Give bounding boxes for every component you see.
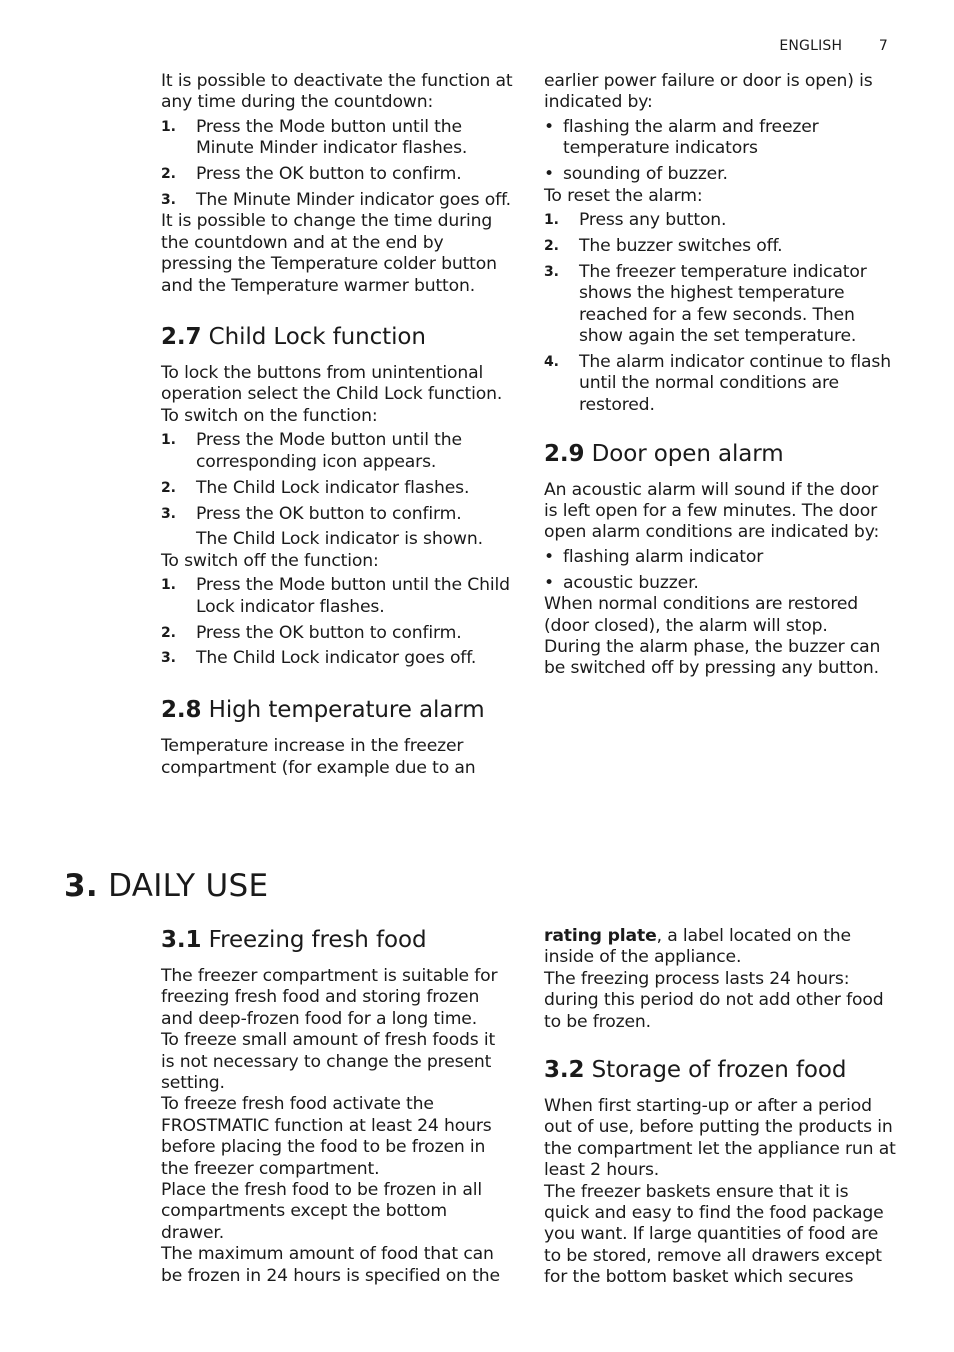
paragraph: The freezing process lasts 24 hours: during this period do not add other food to be frozen. <box>544 968 884 1032</box>
page-number: 7 <box>878 38 888 54</box>
column-right-bottom <box>544 926 896 1289</box>
list-item: 3. The Child Lock indicator goes off. <box>161 648 477 669</box>
list-item: 4. The alarm indicator continue to flash until the normal conditions are restored. <box>544 351 891 415</box>
paragraph: To freeze small amount of fresh foods it is not necessary to change the present setting. <box>161 1030 496 1094</box>
list-item: 1. Press the Mode button until the Child Lock indicator flashes. <box>161 575 510 617</box>
language-label: ENGLISH <box>779 38 843 54</box>
list-item: 1. Press the Mode button until the Minute Minder indicator flashes. <box>161 116 468 159</box>
list-item: 1. Press the Mode button until the corresponding icon appears. <box>161 430 462 472</box>
list-item: 1. Press any button. <box>544 209 727 230</box>
list-item: 3. The Minute Minder indicator goes off. <box>161 190 511 211</box>
paragraph: Place the fresh food to be frozen in all compartments except the bottom drawer. <box>161 1180 482 1243</box>
list-item: 2. The buzzer switches off. <box>544 235 783 256</box>
paragraph: It is possible to change the time during the countdown and at the end by pressing the Temperature colder button and the Temperature warmer button. <box>161 211 497 296</box>
list-item: • flashing the alarm and freezer temperature indicators <box>544 117 896 160</box>
list-item: 2. The Child Lock indicator flashes. <box>161 477 470 498</box>
chapter-heading-daily-use: 3. DAILY USE <box>64 868 269 904</box>
paragraph: The freezer compartment is suitable for freezing fresh food and storing frozen and deep-frozen food for a long time. <box>161 966 498 1029</box>
bullets-high-temp-indicators <box>544 117 896 186</box>
list-item: • flashing alarm indicator <box>544 547 896 568</box>
column-left-top <box>161 71 513 779</box>
list-item: • acoustic buzzer. <box>544 573 896 594</box>
paragraph: rating plate, a label located on the inside of the appliance. <box>544 926 851 968</box>
paragraph: The freezer baskets ensure that it is quick and easy to find the food package you want. If large quantities of food are to be stored, remove all drawers except for the bottom basket which secures <box>544 1181 884 1288</box>
list-item: 3. The freezer temperature indicator shows the highest temperature reached for a few seconds. Then show again the set temperature. <box>544 261 867 346</box>
section-heading-3-1: 3.1 Freezing fresh food <box>161 927 427 953</box>
list-item: • sounding of buzzer. <box>544 164 896 185</box>
paragraph: It is possible to deactivate the function at any time during the countdown: <box>161 71 513 113</box>
paragraph: To reset the alarm: <box>544 185 703 206</box>
section-heading-2-8: 2.8 High temperature alarm <box>161 697 485 724</box>
paragraph: When normal conditions are restored (door closed), the alarm will stop. <box>544 594 859 636</box>
steps-reset-alarm <box>544 210 896 416</box>
section-heading-3-2: 3.2 Storage of frozen food <box>544 1057 847 1084</box>
bullets-door-open-indicators <box>544 547 896 594</box>
paragraph: To switch off the function: <box>161 550 379 571</box>
section-heading-2-7: 2.7 Child Lock function <box>161 324 426 351</box>
list-item: 2. Press the OK button to confirm. <box>161 164 462 185</box>
rating-plate-term: rating plate <box>544 926 657 946</box>
section-heading-2-9: 2.9 Door open alarm <box>544 440 784 467</box>
paragraph: During the alarm phase, the buzzer can be switched off by pressing any button. <box>544 636 881 679</box>
paragraph: Temperature increase in the freezer compartment (for example due to an <box>161 736 476 778</box>
list-item: 3. Press the OK button to confirm. <box>161 503 462 524</box>
paragraph: earlier power failure or door is open) is indicated by: <box>544 71 873 113</box>
column-right-top <box>544 71 896 680</box>
paragraph: The Child Lock indicator is shown. <box>196 529 483 550</box>
paragraph: An acoustic alarm will sound if the door is left open for a few minutes. The door open alarm conditions are indicated by: <box>544 479 880 543</box>
paragraph: When first starting-up or after a period out of use, before putting the products in the compartment let the appliance run at least 2 hours. <box>544 1096 896 1181</box>
paragraph: To lock the buttons from unintentional operation select the Child Lock function. <box>161 363 503 405</box>
paragraph: The maximum amount of food that can be frozen in 24 hours is specified on the <box>161 1244 500 1286</box>
paragraph: To switch on the function: <box>161 405 378 426</box>
paragraph: To freeze fresh food activate the FROSTMATIC function at least 24 hours before placing the food to be frozen in the freezer compartment. <box>161 1094 492 1179</box>
page-header <box>779 38 888 54</box>
steps-child-lock-on <box>161 430 513 525</box>
column-left-bottom <box>161 926 513 1287</box>
steps-child-lock-off <box>161 575 513 670</box>
steps-deactivate-minute-minder <box>161 117 513 212</box>
list-item: 2. Press the OK button to confirm. <box>161 622 462 643</box>
